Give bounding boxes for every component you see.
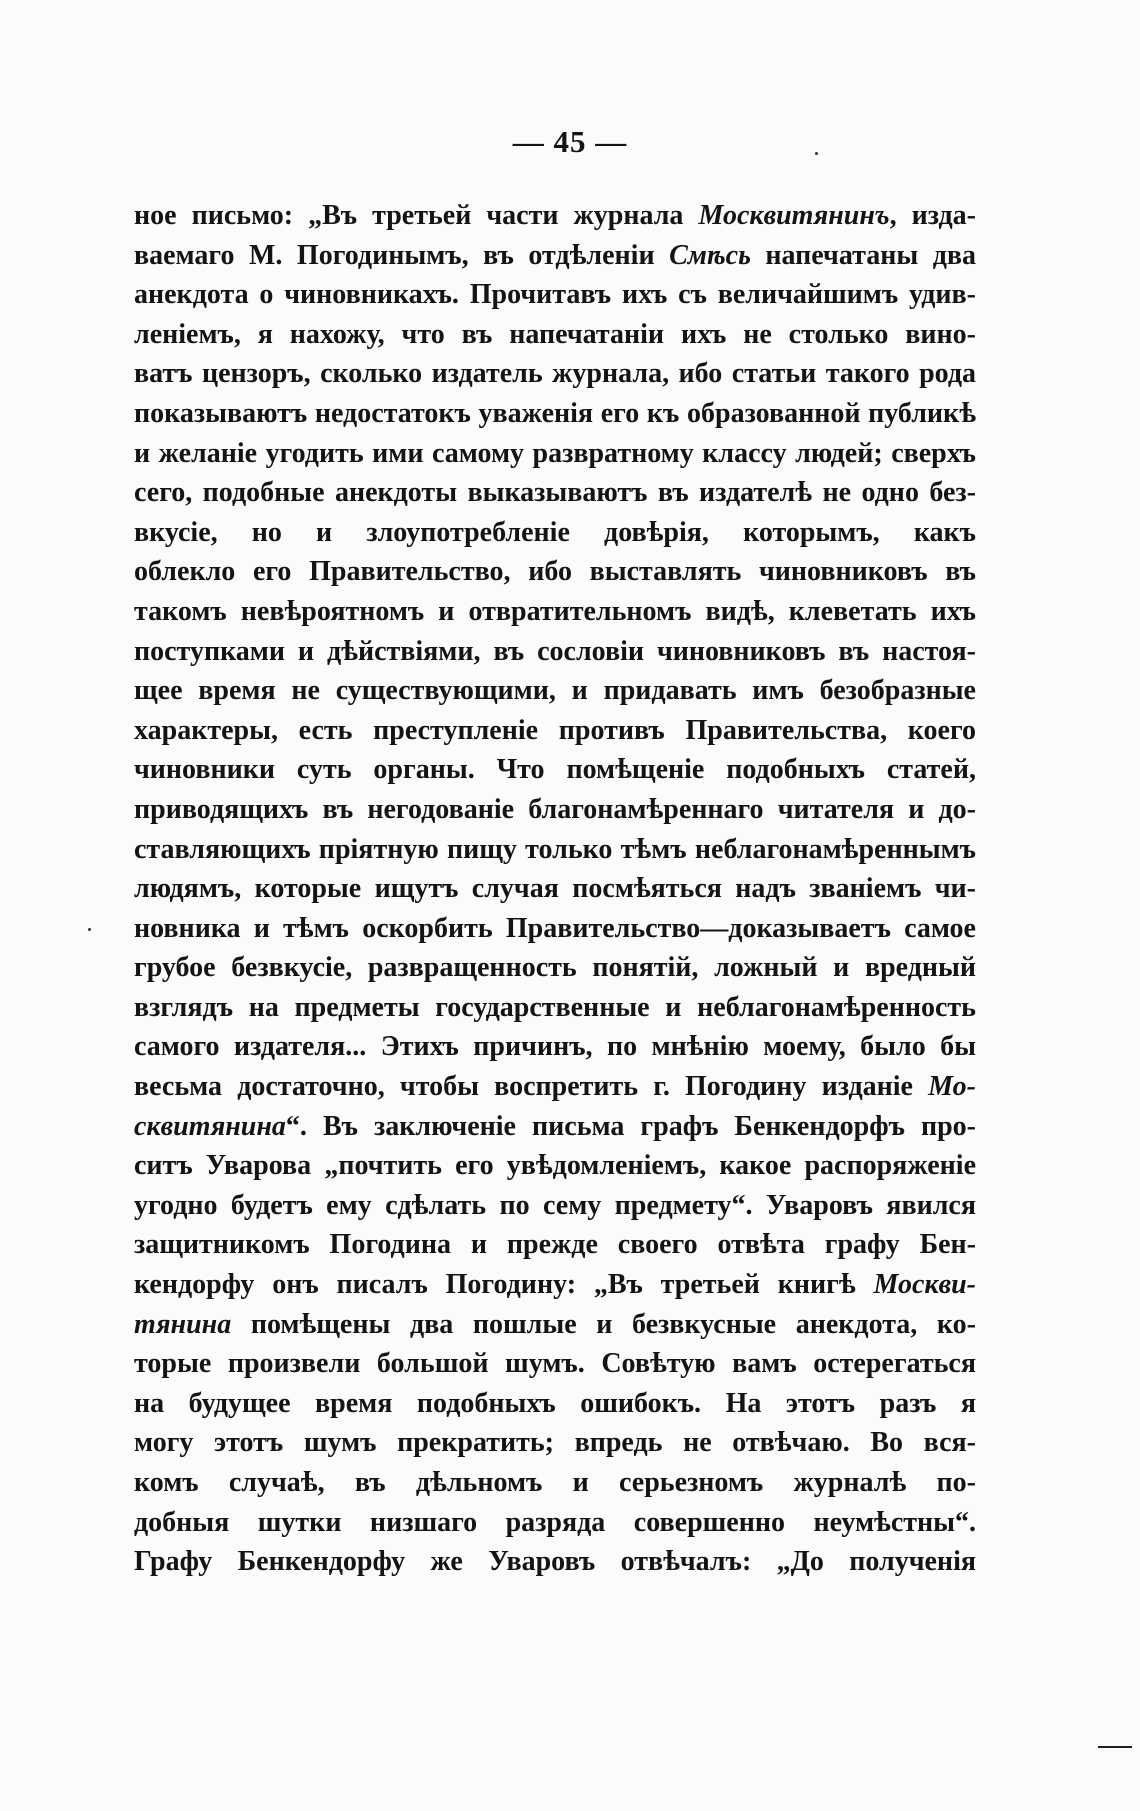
text-line [134,869,976,909]
page-number: — 45 — [512,124,628,159]
italic-title-fragment: Смѣсь [669,239,751,271]
line-text: ваемаго М. Погодинымъ, въ отдѣленіи [134,239,670,271]
text-line [134,1225,976,1265]
line-text: облекло его Правительство, ибо выставлять чиновниковъ въ [134,556,976,588]
line-text: ситъ Уварова „почтить его увѣдомленіемъ, какое распоряженіе [134,1150,976,1182]
text-line [134,1027,976,1067]
text-line [134,513,976,553]
italic-title-fragment: сквитянина [134,1110,286,1142]
line-text: весьма достаточно, чтобы воспретить г. Погодину изданіе [134,1071,929,1103]
italic-title-fragment: Москвитянинъ [698,200,890,231]
text-line [134,711,976,751]
line-text: комъ случаѣ, въ дѣльномъ и серьезномъ журналѣ по- [134,1467,976,1498]
print-speck [815,152,818,155]
print-speck [88,928,91,931]
text-line [134,434,976,474]
line-text: характеры, есть преступленіе противъ Правительства, коего [134,714,976,746]
line-text: добныя шутки низшаго разряда совершенно неумѣстны“. [134,1506,976,1538]
line-text: кендорфу онъ писалъ Погодину: „Въ третьей книгѣ [134,1269,874,1301]
line-text: и желаніе угодить ими самому развратному классу людей; сверхъ [134,437,976,469]
text-line [134,394,976,434]
text-line [134,196,976,236]
text-line [134,315,976,355]
text-line [134,1344,976,1384]
text-line [134,1186,976,1226]
text-line [134,1542,976,1582]
line-text: показываютъ недостатокъ уваженія его къ образованной публикѣ [134,397,976,429]
line-text: угодно будетъ ему сдѣлать по сему предмету“. Уваровъ явился [134,1189,976,1221]
line-text: чиновники суть органы. Что помѣщеніе подобныхъ статей, [134,754,976,786]
edge-mark [1098,1746,1132,1748]
line-text: помѣщены два пошлые и безвкусные анекдота, ко- [231,1308,976,1340]
text-line [134,671,976,711]
line-text: такомъ невѣроятномъ и отвратительномъ видѣ, клеветать ихъ [134,595,976,627]
italic-title-fragment: Мо- [928,1071,976,1103]
line-text: , изда- [889,200,976,231]
line-text: ватъ цензоръ, сколько издатель журнала, ибо статьи такого рода [134,358,976,390]
text-line [134,1384,976,1424]
text-line [134,909,976,949]
line-text: ставляющихъ пріятную пищу только тѣмъ неблагонамѣреннымъ [134,833,976,865]
text-line [134,592,976,632]
line-text: поступками и дѣйствіями, въ сословіи чиновниковъ въ настоя- [134,635,976,667]
text-line [134,988,976,1028]
text-line [134,236,976,276]
text-line [134,473,976,513]
line-text: торые произвели большой шумъ. Совѣтую вамъ остерегаться [134,1348,976,1380]
text-line [134,1503,976,1543]
body-text [134,196,976,1582]
line-text: самого издателя... Этихъ причинъ, по мнѣнію моему, было бы [134,1031,976,1063]
line-text: щее время не существующими, и придавать имъ безобразные [134,675,976,707]
text-line [134,1265,976,1305]
line-text: грубое безвкусіе, развращенность понятій, ложный и вредный [134,952,976,984]
line-text: Графу Бенкендорфу же Уваровъ отвѣчалъ: „До полученія [134,1546,976,1578]
text-line [134,552,976,592]
text-line [134,275,976,315]
text-line [134,1067,976,1107]
line-text: защитникомъ Погодина и прежде своего отвѣта графу Бен- [134,1229,976,1261]
text-line [134,750,976,790]
line-text: приводящихъ въ негодованіе благонамѣреннаго читателя и до- [134,793,976,825]
italic-title-fragment: Москви- [873,1269,976,1301]
text-line [134,1423,976,1463]
text-line [134,830,976,870]
line-text: людямъ, которые ищутъ случая посмѣяться надъ званіемъ чи- [134,873,976,905]
line-text: ное письмо: „Въ третьей части журнала [134,200,699,231]
line-text: взглядъ на предметы государственные и неблагонамѣренность [134,991,976,1023]
line-text: леніемъ, я нахожу, что въ напечатаніи ихъ не столько вино- [134,318,976,350]
text-line [134,790,976,830]
text-line [134,1305,976,1345]
line-text: могу этотъ шумъ прекратить; впредь не отвѣчаю. Во вся- [134,1427,976,1459]
line-text: новника и тѣмъ оскорбить Правительство—доказываетъ самое [134,912,976,944]
text-line [134,632,976,672]
text-line [134,1463,976,1503]
line-text: вкусіе, но и злоупотребленіе довѣрія, которымъ, какъ [134,516,976,548]
text-line [134,948,976,988]
line-text: “. Въ заключеніе письма графъ Бенкендорфъ про- [285,1110,976,1142]
line-text: анекдота о чиновникахъ. Прочитавъ ихъ съ величайшимъ удив- [134,279,976,311]
line-text: сего, подобные анекдоты выказываютъ въ издателѣ не одно без- [134,477,976,509]
text-line [134,354,976,394]
line-text: напечатаны два [750,239,976,271]
line-text: на будущее время подобныхъ ошибокъ. На этотъ разъ я [134,1387,976,1419]
text-line [134,1146,976,1186]
italic-title-fragment: тянина [134,1308,232,1340]
text-line [134,1107,976,1147]
